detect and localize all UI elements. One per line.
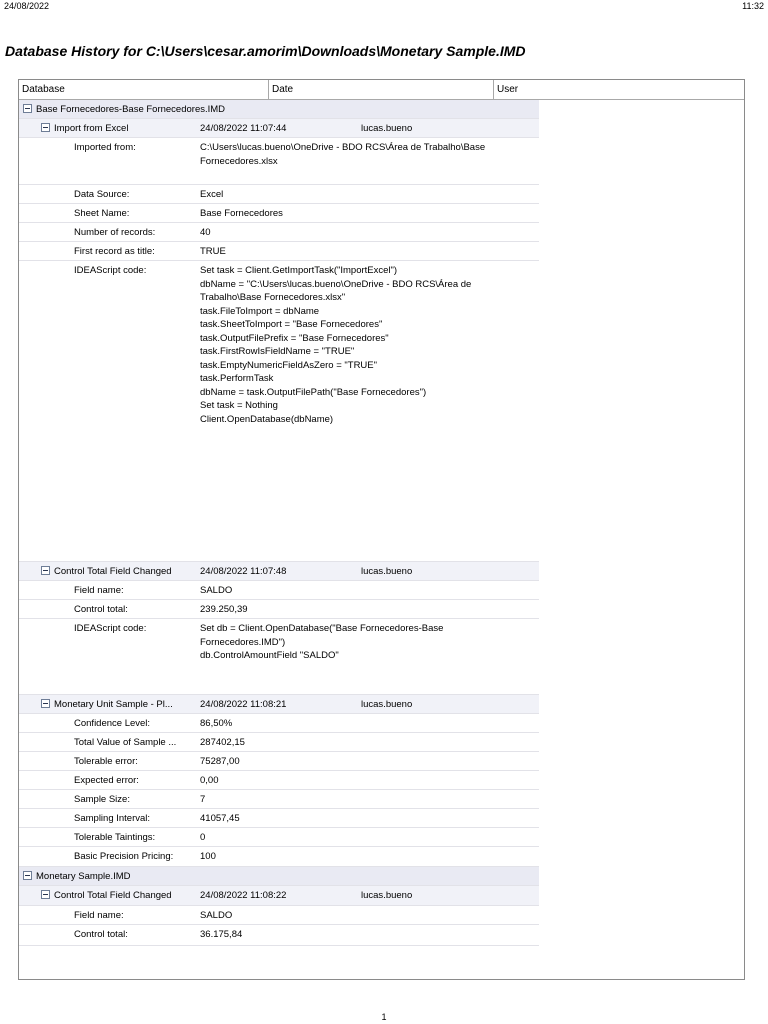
detail-label: Sample Size: [74,794,130,805]
collapse-icon[interactable] [41,123,50,132]
collapse-icon[interactable] [23,104,32,113]
detail-value: 36.175,84 [200,929,243,940]
detail-label: Data Source: [74,189,130,200]
detail-label: IDEAScript code: [74,265,147,276]
detail-value: 40 [200,227,211,238]
detail-row [19,242,539,261]
detail-row [19,185,539,204]
detail-row [19,906,539,925]
detail-label: Imported from: [74,142,136,153]
detail-label: Expected error: [74,775,139,786]
task-user: lucas.bueno [361,699,413,710]
column-header-database[interactable]: Database [19,80,269,100]
detail-label: Field name: [74,585,124,596]
detail-value: 86,50% [200,718,233,729]
task-name: Control Total Field Changed [54,566,172,577]
collapse-icon[interactable] [41,566,50,575]
detail-value: SALDO [200,585,233,596]
detail-row [19,261,539,562]
task-date: 24/08/2022 11:07:48 [200,566,287,577]
database-name: Monetary Sample.IMD [36,871,131,882]
detail-value: 7 [200,794,206,805]
task-row[interactable] [19,695,539,714]
detail-label: First record as title: [74,246,155,257]
detail-label: Sheet Name: [74,208,130,219]
detail-row [19,809,539,828]
detail-value: 0,00 [200,775,219,786]
detail-label: Basic Precision Pricing: [74,851,174,862]
detail-label: Control total: [74,929,128,940]
detail-label: Number of records: [74,227,156,238]
collapse-icon[interactable] [41,890,50,899]
detail-value: 75287,00 [200,756,240,767]
ideascript-code: Set task = Client.GetImportTask("ImportExcel") dbName = "C:\Users\lucas.bueno\OneDrive - BDO RCS\Área de Trabalho\Base Fornecedores.xlsx" task.FileToImport = dbName task.SheetToImport = "Base Fornecedores" task.OutputFilePrefix = "Base Fornecedores" task.FirstRowIsFieldName = "TRUE" task.EmptyNumericFieldAsZero = "TRUE" task.PerformTask dbName = task.OutputFilePath("Base Fornecedores") Set task = Nothing Client.OpenDatabase(dbName) [200,265,472,425]
column-header-date[interactable]: Date [269,80,494,100]
history-tree [18,79,745,980]
detail-label: Control total: [74,604,128,615]
print-date: 24/08/2022 [4,1,50,11]
detail-row [19,925,539,946]
detail-label: Sampling Interval: [74,813,151,824]
detail-row [19,733,539,752]
task-row[interactable] [19,886,539,906]
detail-value: 287402,15 [200,737,245,748]
database-group-row[interactable] [19,100,539,119]
detail-row [19,138,539,185]
task-user: lucas.bueno [361,890,413,901]
ideascript-code: Set db = Client.OpenDatabase("Base Fornecedores-Base Fornecedores.IMD") db.ControlAmountField "SALDO" [200,623,444,661]
task-user: lucas.bueno [361,123,413,134]
page-title: Database History for C:\Users\cesar.amorim\Downloads\Monetary Sample.IMD [5,43,526,59]
task-user: lucas.bueno [361,566,413,577]
detail-row [19,581,539,600]
detail-value: C:\Users\lucas.bueno\OneDrive - BDO RCS\Área de Trabalho\Base Fornecedores.xlsx [200,142,486,167]
detail-row [19,771,539,790]
detail-label: IDEAScript code: [74,623,147,634]
detail-row [19,828,539,847]
detail-row [19,752,539,771]
task-row[interactable] [19,562,539,581]
print-time: 11:32 [742,1,764,11]
detail-row [19,847,539,867]
database-name: Base Fornecedores-Base Fornecedores.IMD [36,104,226,115]
detail-label: Tolerable Taintings: [74,832,156,843]
detail-value: 41057,45 [200,813,240,824]
collapse-icon[interactable] [23,871,32,880]
collapse-icon[interactable] [41,699,50,708]
detail-row [19,714,539,733]
column-header-user[interactable]: User [494,80,745,100]
page-number: 1 [381,1012,387,1022]
task-name: Monetary Unit Sample - Pl... [54,699,173,710]
task-row[interactable] [19,119,539,138]
detail-label: Confidence Level: [74,718,151,729]
task-date: 24/08/2022 11:07:44 [200,123,287,134]
detail-value: TRUE [200,246,226,257]
detail-row [19,223,539,242]
detail-row [19,790,539,809]
detail-label: Tolerable error: [74,756,138,767]
detail-row [19,204,539,223]
detail-label: Total Value of Sample ... [74,737,177,748]
task-name: Import from Excel [54,123,129,134]
detail-value: 100 [200,851,216,862]
database-group-row[interactable] [19,867,539,886]
detail-value: Base Fornecedores [200,208,283,219]
detail-row [19,600,539,619]
detail-value: Excel [200,189,224,200]
detail-label: Field name: [74,910,124,921]
task-name: Control Total Field Changed [54,890,172,901]
detail-value: 239.250,39 [200,604,248,615]
detail-row [19,619,539,695]
task-date: 24/08/2022 11:08:22 [200,890,287,901]
detail-value: SALDO [200,910,233,921]
task-date: 24/08/2022 11:08:21 [200,699,287,710]
detail-value: 0 [200,832,206,843]
